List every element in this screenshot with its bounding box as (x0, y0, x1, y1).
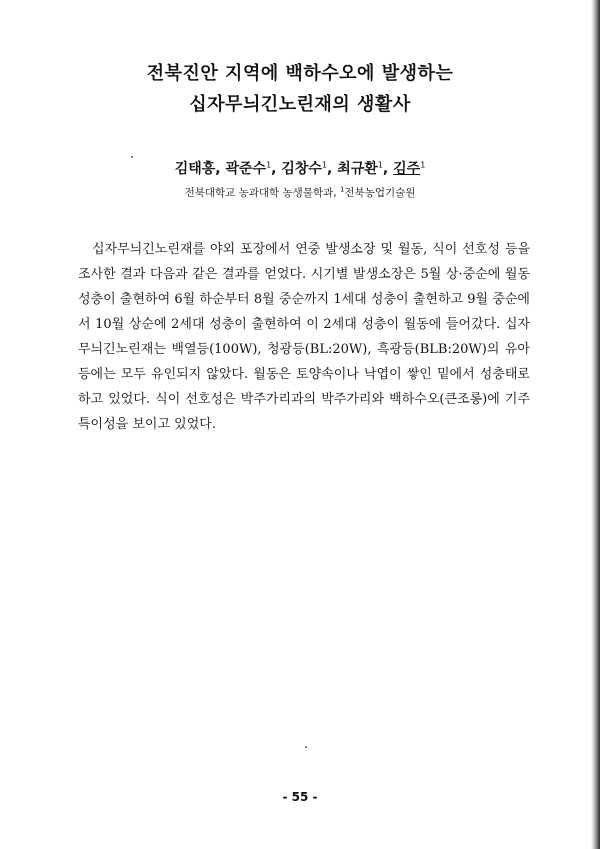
author-separator: , (271, 161, 282, 177)
corresponding-author-name: 김주 (393, 161, 421, 177)
author-separator: , (382, 161, 394, 177)
author-name: 김창수 (281, 161, 322, 177)
affiliation-inst: 전북농업기술원 (344, 187, 416, 199)
affiliation (0, 185, 600, 200)
author-sup: 1 (377, 160, 383, 170)
abstract-paragraph: 십자무늬긴노린재를 야외 포장에서 연중 발생소장 및 월동, 식이 선호성 등을 조사한 결과 다음과 같은 결과를 얻었다. 시기별 발생소장은 5월 상·중순에 월동성충이 출현하여 6월 하순부터 8월 중순까지 1세대 성충이 출현하고 9월 중순에서 10월 상순에 2세대 성충이 출현하여 이 2세대 성충이 월동에 들어갔다. 십자무늬긴노린재는 백열등(100W), 청광등(BL:20W), 흑광등(BLB:20W)의 유아등에는 모두 유인되지 않았다. 월동은 토양속이나 낙엽이 쌓인 밑에서 성충태로 하고 있었다. 식이 선호성은 박주가리과의 박주가리와 백하수오(큰조롱)에 기주특이성을 보이고 있었다. (78, 242, 530, 432)
affiliation-sup: 1 (339, 185, 345, 194)
title-line-1: 전북진안 지역에 백하수오에 발생하는 (146, 63, 454, 84)
author-sup: 1 (321, 160, 328, 170)
author-list (0, 158, 600, 178)
scan-speck (305, 746, 307, 748)
author-sup: 1 (266, 160, 272, 170)
author-separator: , (215, 161, 226, 177)
page-number: - 55 - (282, 790, 318, 804)
scan-edge-shadow (591, 0, 600, 849)
author-separator: , (327, 161, 338, 177)
author-name: 최규환 (337, 161, 378, 177)
title-line-2: 십자무늬긴노린재의 생활사 (189, 94, 411, 115)
author-sup: 1 (420, 160, 426, 170)
affiliation-dept: 전북대학교 농과대학 농생물학과, (184, 187, 337, 199)
author-name: 곽준수 (225, 161, 267, 177)
author-name: 김태흥 (174, 161, 216, 177)
scan-speck (131, 156, 133, 158)
